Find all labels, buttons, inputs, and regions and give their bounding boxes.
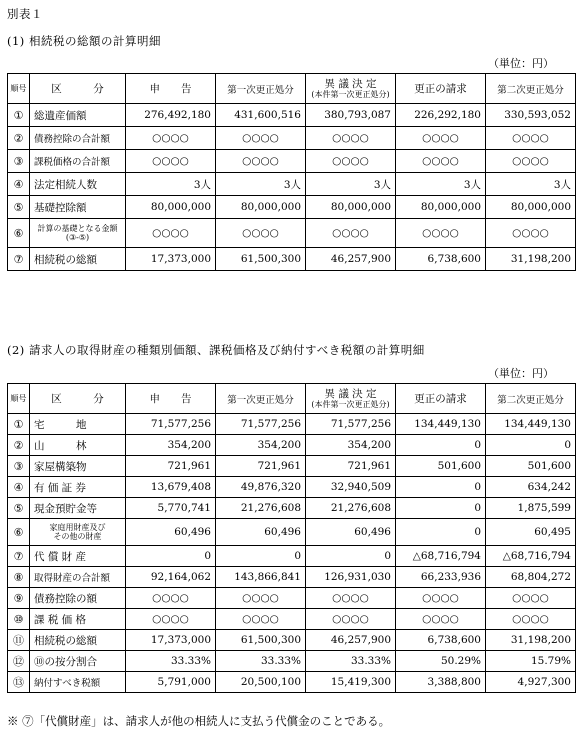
cell-value: 80,000,000 xyxy=(396,196,486,219)
cell-value: 0 xyxy=(216,546,306,567)
row-number: ⑥ xyxy=(8,219,30,248)
header-objection-main: 異 議 決 定 xyxy=(324,77,377,90)
cell-value: 354,200 xyxy=(306,435,396,456)
table-row xyxy=(8,435,576,456)
row-number: ⑦ xyxy=(8,546,30,567)
row-number: ⑤ xyxy=(8,498,30,519)
cell-value: 380,793,087 xyxy=(306,104,396,127)
row-label: 法定相続人数 xyxy=(30,173,126,196)
cell-value: 6,738,600 xyxy=(396,248,486,271)
table-row xyxy=(8,219,576,248)
row-label: 宅 地 xyxy=(30,414,126,435)
row-number: ⑨ xyxy=(8,588,30,609)
row-label: 納付すべき税額 xyxy=(30,672,126,693)
header-correction-request: 更正の請求 xyxy=(396,384,486,414)
cell-value: 3人 xyxy=(396,173,486,196)
row-number: ① xyxy=(8,414,30,435)
cell-value: 126,931,030 xyxy=(306,567,396,588)
table-inheritance-tax-total xyxy=(7,73,576,271)
cell-value: 4,927,300 xyxy=(486,672,576,693)
cell-value: 3人 xyxy=(126,173,216,196)
row-label xyxy=(30,219,126,248)
cell-value: 5,770,741 xyxy=(126,498,216,519)
cell-value: 134,449,130 xyxy=(396,414,486,435)
cell-value: 6,738,600 xyxy=(396,630,486,651)
row-label: 基礎控除額 xyxy=(30,196,126,219)
cell-value: 68,804,272 xyxy=(486,567,576,588)
cell-value: 0 xyxy=(306,546,396,567)
cell-value: 71,577,256 xyxy=(306,414,396,435)
row-number: ⑪ xyxy=(8,630,30,651)
cell-value: 33.33% xyxy=(126,651,216,672)
header-second-correction: 第二次更正処分 xyxy=(486,74,576,104)
row-label: 有 価 証 券 xyxy=(30,477,126,498)
table-row xyxy=(8,609,576,630)
cell-value: 21,276,608 xyxy=(216,498,306,519)
row-number: ③ xyxy=(8,150,30,173)
cell-value: 92,164,062 xyxy=(126,567,216,588)
cell-value: 17,373,000 xyxy=(126,630,216,651)
cell-value: 46,257,900 xyxy=(306,248,396,271)
cell-value: 33.33% xyxy=(216,651,306,672)
header-no: 順号 xyxy=(8,384,30,414)
cell-value: 721,961 xyxy=(126,456,216,477)
cell-value: 134,449,130 xyxy=(486,414,576,435)
cell-value: 49,876,320 xyxy=(216,477,306,498)
header-declaration: 申 告 xyxy=(126,74,216,104)
cell-value: 80,000,000 xyxy=(306,196,396,219)
cell-value: ○○○○ xyxy=(306,219,396,248)
cell-value: ○○○○ xyxy=(126,588,216,609)
cell-value: 66,233,936 xyxy=(396,567,486,588)
cell-value: ○○○○ xyxy=(396,150,486,173)
cell-value: ○○○○ xyxy=(486,150,576,173)
row-number: ① xyxy=(8,104,30,127)
cell-value: ○○○○ xyxy=(216,219,306,248)
cell-value: 60,496 xyxy=(216,519,306,546)
row-label: 相続税の総額 xyxy=(30,248,126,271)
cell-value: △68,716,794 xyxy=(396,546,486,567)
row-number: ⑧ xyxy=(8,567,30,588)
row-number: ⑥ xyxy=(8,519,30,546)
cell-value: 0 xyxy=(396,435,486,456)
cell-value: 31,198,200 xyxy=(486,630,576,651)
cell-value: ○○○○ xyxy=(306,127,396,150)
cell-value: 33.33% xyxy=(306,651,396,672)
cell-value: ○○○○ xyxy=(126,127,216,150)
cell-value: 3人 xyxy=(216,173,306,196)
row-number: ⑬ xyxy=(8,672,30,693)
cell-value: ○○○○ xyxy=(396,609,486,630)
table-row xyxy=(8,672,576,693)
cell-value: ○○○○ xyxy=(306,588,396,609)
cell-value: 3人 xyxy=(306,173,396,196)
row-label-line1: 計算の基礎となる金額 xyxy=(37,224,118,233)
row-label: 代 償 財 産 xyxy=(30,546,126,567)
table-row xyxy=(8,630,576,651)
table-row xyxy=(8,150,576,173)
cell-value: 330,593,052 xyxy=(486,104,576,127)
header-second-correction: 第二次更正処分 xyxy=(486,384,576,414)
table-row xyxy=(8,588,576,609)
cell-value: 80,000,000 xyxy=(216,196,306,219)
table-row xyxy=(8,248,576,271)
cell-value: 0 xyxy=(396,519,486,546)
cell-value: 60,496 xyxy=(126,519,216,546)
cell-value: ○○○○ xyxy=(306,150,396,173)
cell-value: 80,000,000 xyxy=(486,196,576,219)
header-first-correction: 第一次更正処分 xyxy=(216,74,306,104)
cell-value: ○○○○ xyxy=(486,609,576,630)
row-number: ② xyxy=(8,127,30,150)
row-number: ④ xyxy=(8,173,30,196)
header-objection-decision xyxy=(306,74,396,104)
footnote: ※ ⑦「代償財産」は、請求人が他の相続人に支払う代償金のことである。 xyxy=(7,714,391,728)
cell-value: 0 xyxy=(486,435,576,456)
cell-value: 32,940,509 xyxy=(306,477,396,498)
cell-value: 71,577,256 xyxy=(126,414,216,435)
cell-value: ○○○○ xyxy=(126,219,216,248)
row-number: ④ xyxy=(8,477,30,498)
cell-value: 143,866,841 xyxy=(216,567,306,588)
table-row xyxy=(8,456,576,477)
header-objection-main: 異 議 決 定 xyxy=(324,387,377,400)
cell-value: 46,257,900 xyxy=(306,630,396,651)
cell-value: △68,716,794 xyxy=(486,546,576,567)
cell-value: 5,791,000 xyxy=(126,672,216,693)
header-objection-sub: (本件第一次更正処分) xyxy=(311,399,390,409)
row-label: ⑩の按分割合 xyxy=(30,651,126,672)
cell-value: 3人 xyxy=(486,173,576,196)
header-objection-sub: (本件第一次更正処分) xyxy=(311,89,390,99)
row-number: ⑩ xyxy=(8,609,30,630)
cell-value: 501,600 xyxy=(396,456,486,477)
cell-value: 0 xyxy=(396,477,486,498)
row-label: 総遺産価額 xyxy=(30,104,126,127)
table-row xyxy=(8,127,576,150)
cell-value: 226,292,180 xyxy=(396,104,486,127)
cell-value: 80,000,000 xyxy=(126,196,216,219)
table-row xyxy=(8,651,576,672)
cell-value: 71,577,256 xyxy=(216,414,306,435)
cell-value: 354,200 xyxy=(216,435,306,456)
document-title: 別表１ xyxy=(7,7,43,21)
cell-value: 431,600,516 xyxy=(216,104,306,127)
table-row xyxy=(8,196,576,219)
cell-value: ○○○○ xyxy=(486,588,576,609)
cell-value: 15.79% xyxy=(486,651,576,672)
header-objection-decision xyxy=(306,384,396,414)
section1-title: (1) 相続税の総額の計算明細 xyxy=(7,34,161,48)
cell-value: 0 xyxy=(126,546,216,567)
cell-value: 634,242 xyxy=(486,477,576,498)
row-number: ② xyxy=(8,435,30,456)
cell-value: ○○○○ xyxy=(396,127,486,150)
unit-label-2: （単位：円） xyxy=(488,367,554,380)
cell-value: ○○○○ xyxy=(396,588,486,609)
cell-value: 20,500,100 xyxy=(216,672,306,693)
cell-value: ○○○○ xyxy=(486,127,576,150)
cell-value: 50.29% xyxy=(396,651,486,672)
row-label-line2: その他の財産 xyxy=(53,532,102,541)
cell-value: 21,276,608 xyxy=(306,498,396,519)
cell-value: 721,961 xyxy=(216,456,306,477)
cell-value: 3,388,800 xyxy=(396,672,486,693)
cell-value: 354,200 xyxy=(126,435,216,456)
row-label: 家屋構築物 xyxy=(30,456,126,477)
table-row xyxy=(8,519,576,546)
row-label: 債務控除の額 xyxy=(30,588,126,609)
row-label: 現金預貯金等 xyxy=(30,498,126,519)
section2-title: (2) 請求人の取得財産の種類別価額、課税価格及び納付すべき税額の計算明細 xyxy=(7,343,425,357)
cell-value: 60,495 xyxy=(486,519,576,546)
row-number: ⑤ xyxy=(8,196,30,219)
cell-value: ○○○○ xyxy=(216,150,306,173)
header-category: 区 分 xyxy=(30,74,126,104)
table-row xyxy=(8,477,576,498)
cell-value: ○○○○ xyxy=(216,588,306,609)
row-label: 課税価格の合計額 xyxy=(30,150,126,173)
row-label: 取得財産の合計額 xyxy=(30,567,126,588)
cell-value: ○○○○ xyxy=(126,150,216,173)
unit-label-1: （単位：円） xyxy=(488,57,554,70)
row-label: 債務控除の合計額 xyxy=(30,127,126,150)
cell-value: ○○○○ xyxy=(216,127,306,150)
cell-value: ○○○○ xyxy=(396,219,486,248)
table-row xyxy=(8,104,576,127)
table-row xyxy=(8,173,576,196)
row-label-line2: (③-⑤) xyxy=(65,233,90,242)
cell-value: 501,600 xyxy=(486,456,576,477)
cell-value: ○○○○ xyxy=(306,609,396,630)
cell-value: ○○○○ xyxy=(486,219,576,248)
row-label: 山 林 xyxy=(30,435,126,456)
row-number: ⑦ xyxy=(8,248,30,271)
row-label: 相続税の総額 xyxy=(30,630,126,651)
header-first-correction: 第一次更正処分 xyxy=(216,384,306,414)
cell-value: 276,492,180 xyxy=(126,104,216,127)
cell-value: ○○○○ xyxy=(216,609,306,630)
header-no: 順号 xyxy=(8,74,30,104)
cell-value: 17,373,000 xyxy=(126,248,216,271)
table-row xyxy=(8,546,576,567)
row-label-line1: 家庭用財産及び xyxy=(49,523,106,532)
header-correction-request: 更正の請求 xyxy=(396,74,486,104)
cell-value: 31,198,200 xyxy=(486,248,576,271)
row-label: 課 税 価 格 xyxy=(30,609,126,630)
cell-value: 13,679,408 xyxy=(126,477,216,498)
row-number: ⑫ xyxy=(8,651,30,672)
cell-value: 15,419,300 xyxy=(306,672,396,693)
cell-value: 61,500,300 xyxy=(216,630,306,651)
cell-value: 1,875,599 xyxy=(486,498,576,519)
cell-value: 61,500,300 xyxy=(216,248,306,271)
cell-value: 721,961 xyxy=(306,456,396,477)
table-row xyxy=(8,567,576,588)
table-row xyxy=(8,414,576,435)
row-number: ③ xyxy=(8,456,30,477)
header-category: 区 分 xyxy=(30,384,126,414)
cell-value: ○○○○ xyxy=(126,609,216,630)
table-acquired-property xyxy=(7,383,576,693)
table-row xyxy=(8,498,576,519)
cell-value: 60,496 xyxy=(306,519,396,546)
header-declaration: 申 告 xyxy=(126,384,216,414)
cell-value: 0 xyxy=(396,498,486,519)
row-label xyxy=(30,519,126,546)
